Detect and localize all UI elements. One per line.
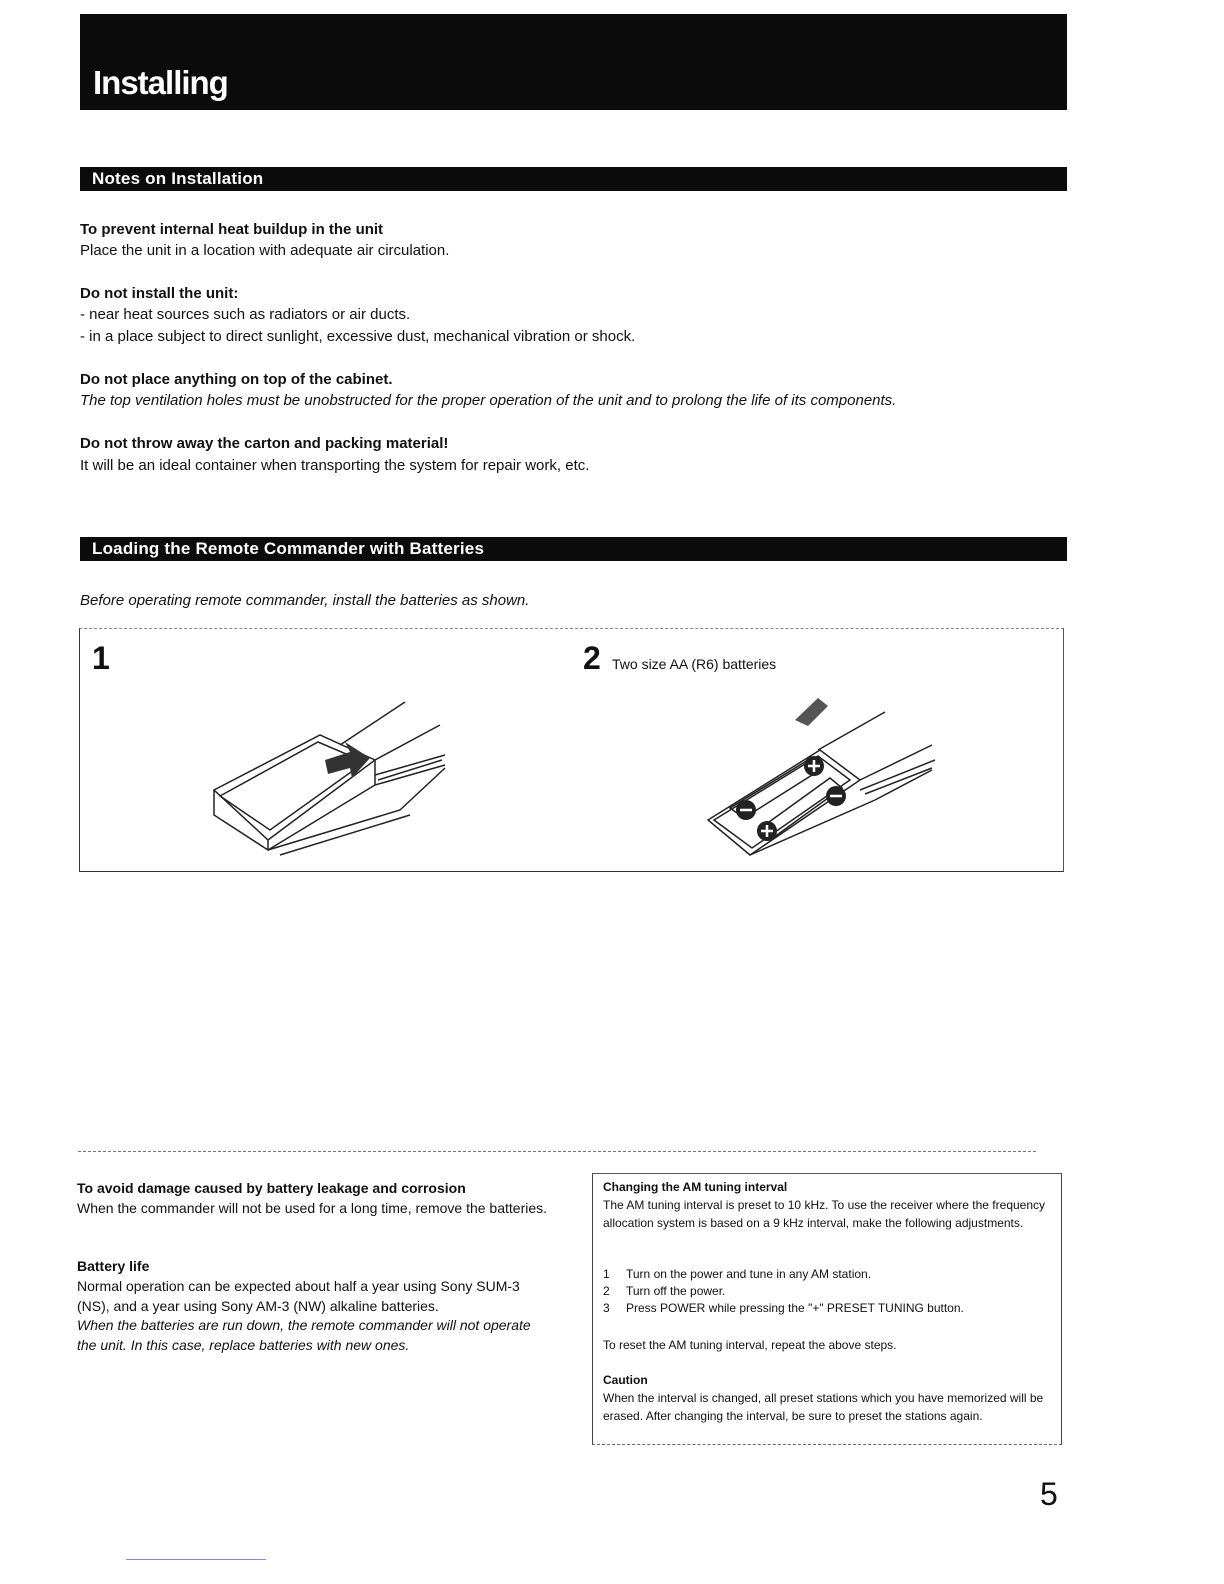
plus-icon — [804, 756, 824, 776]
remote-intro: Before operating remote commander, install the batteries as shown. — [80, 592, 530, 609]
plus-icon — [757, 821, 777, 841]
list-item: 1 Turn on the power and tune in any AM station. — [603, 1267, 872, 1281]
note-title-cabinet: Do not place anything on top of the cabinet. — [80, 371, 393, 388]
note-title-heat: To prevent internal heat buildup in the unit — [80, 221, 384, 238]
note-text-cabinet: The top ventilation holes must be unobstructed for the proper operation of the unit and to prolong the life of its components. — [80, 392, 897, 409]
note-text-heat: Place the unit in a location with adequate air circulation. — [80, 242, 450, 259]
battery-life-text-2-content: When the batteries are run down, the remote commander will not operate the unit. In this case, replace batteries with new ones. — [77, 1317, 531, 1353]
page-title: Installing — [93, 64, 228, 101]
am-interval-intro: The AM tuning interval is preset to 10 kHz. To use the receiver where the frequency allocation system is based on a 9 kHz interval, make the following adjustments. — [603, 1198, 1046, 1230]
note-text-install-1: - near heat sources such as radiators or air ducts. — [80, 306, 411, 323]
note-text-install-2: - in a place subject to direct sunlight, excessive dust, mechanical vibration or shock. — [80, 328, 636, 345]
section-heading-notes: Notes on Installation — [92, 169, 264, 188]
battery-life-text-2 — [77, 1316, 547, 1355]
leak-text: When the commander will not be used for a long time, remove the batteries. — [77, 1200, 548, 1216]
am-interval-title: Changing the AM tuning interval — [603, 1180, 788, 1194]
note-title-carton: Do not throw away the carton and packing material! — [80, 435, 449, 452]
note-title-install: Do not install the unit: — [80, 285, 239, 302]
section-heading-remote: Loading the Remote Commander with Batteries — [92, 539, 485, 558]
list-item: 3 Press POWER while pressing the "+" PRESET TUNING button. — [603, 1301, 964, 1315]
divider — [78, 1151, 1036, 1152]
title-bar — [80, 14, 1067, 110]
note-text-carton: It will be an ideal container when transporting the system for repair work, etc. — [80, 457, 590, 474]
caution-text: When the interval is changed, all preset stations which you have memorized will be erased. After changing the interval, be sure to preset the stations again. — [603, 1391, 1044, 1423]
minus-icon — [826, 786, 846, 806]
page-number: 5 — [1040, 1476, 1058, 1512]
battery-life-title: Battery life — [77, 1258, 150, 1274]
step-2-number: 2 — [583, 640, 601, 676]
am-interval-steps — [603, 1266, 964, 1317]
section-bar-remote — [80, 537, 1067, 561]
leak-title: To avoid damage caused by battery leakage and corrosion — [77, 1180, 466, 1196]
step-1-number: 1 — [92, 640, 110, 676]
step-2-caption: Two size AA (R6) batteries — [612, 656, 777, 672]
battery-life-text: Normal operation can be expected about half a year using Sony SUM-3 (NS), and a year using Sony AM-3 (NW) alkaline batteries. — [77, 1278, 520, 1314]
am-interval-reset: To reset the AM tuning interval, repeat the above steps. — [603, 1338, 897, 1352]
minus-icon — [736, 800, 756, 820]
caution-title: Caution — [603, 1373, 648, 1387]
footer-line — [126, 1559, 266, 1560]
remote-cover-illustration — [200, 690, 460, 860]
remote-batteries-illustration — [700, 690, 945, 865]
list-item: 2 Turn off the power. — [603, 1284, 726, 1298]
section-bar-notes — [80, 167, 1067, 191]
